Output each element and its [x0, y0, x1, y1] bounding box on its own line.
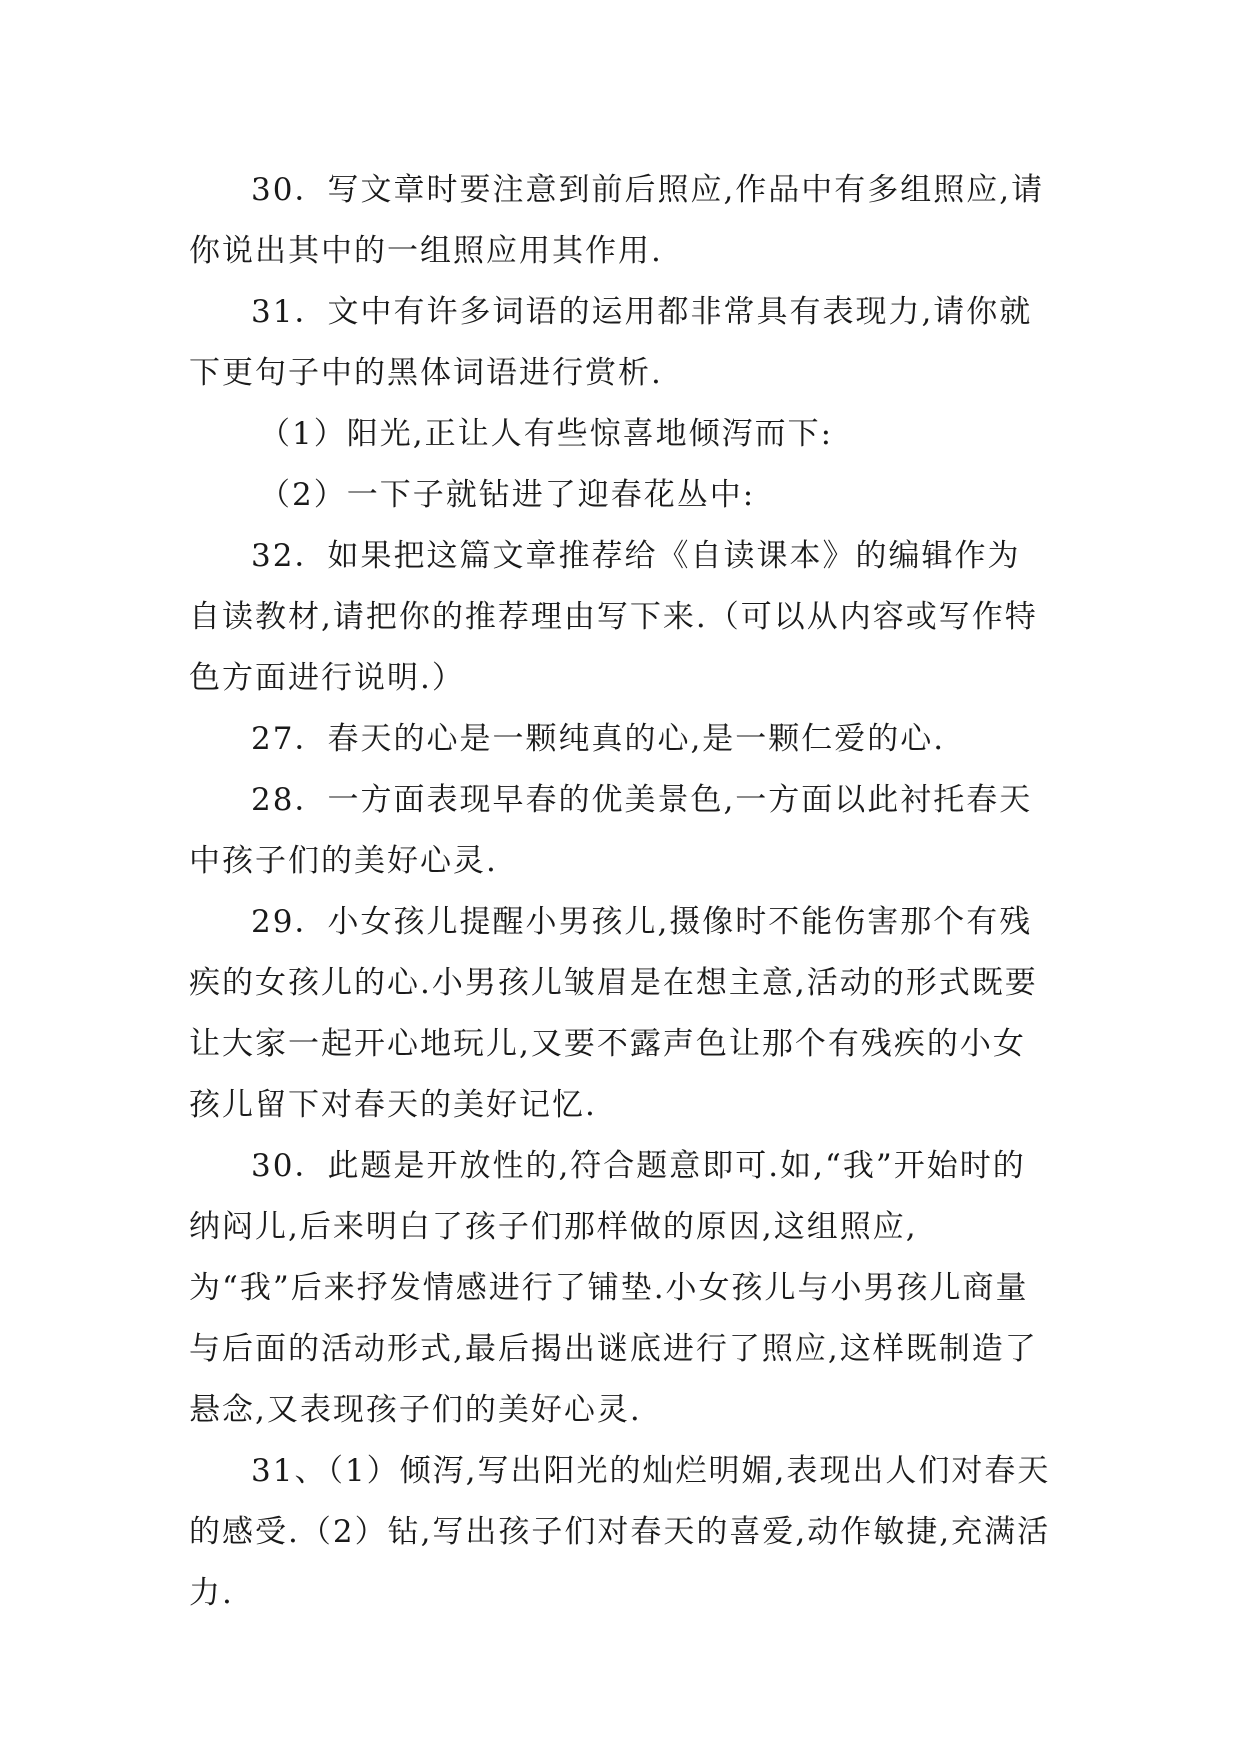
question-32: 32．如果把这篇文章推荐给《自读课本》的编辑作为自读教材,请把你的推荐理由写下来.（可以从内容或写作特色方面进行说明.）	[189, 538, 1038, 696]
answer-29: 29．小女孩儿提醒小男孩儿,摄像时不能伤害那个有残疾的女孩儿的心.小男孩儿皱眉是在想主意,活动的形式既要让大家一起开心地玩儿,又要不露声色让那个有残疾的小女孩儿留下对春天的美好记忆.	[189, 904, 1038, 1123]
question-31-item-1: （1）阳光,正让人有些惊喜地倾泻而下:	[259, 416, 834, 452]
answer-31: 31、（1）倾泻,写出阳光的灿烂明媚,表现出人们对春天的感受.（2）钻,写出孩子们对春天的喜爱,动作敏捷,充满活力.	[189, 1453, 1051, 1611]
answer-30: 30．此题是开放性的,符合题意即可.如,“我”开始时的纳闷儿,后来明白了孩子们那样做的原因,这组照应,为“我”后来抒发情感进行了铺垫.小女孩儿与小男孩儿商量与后面的活动形式,最后揭出谜底进行了照应,这样既制造了悬念,又表现孩子们的美好心灵.	[189, 1148, 1038, 1428]
question-31: 31．文中有许多词语的运用都非常具有表现力,请你就下更句子中的黑体词语进行赏析.	[189, 294, 1033, 391]
answer-28: 28．一方面表现早春的优美景色,一方面以此衬托春天中孩子们的美好心灵.	[189, 782, 1033, 879]
answer-27: 27．春天的心是一颗纯真的心,是一颗仁爱的心.	[251, 721, 946, 757]
document-body	[189, 160, 1051, 1624]
question-30: 30．写文章时要注意到前后照应,作品中有多组照应,请你说出其中的一组照应用其作用.	[189, 172, 1045, 269]
question-31-item-2: （2）一下子就钻进了迎春花丛中:	[259, 477, 756, 513]
